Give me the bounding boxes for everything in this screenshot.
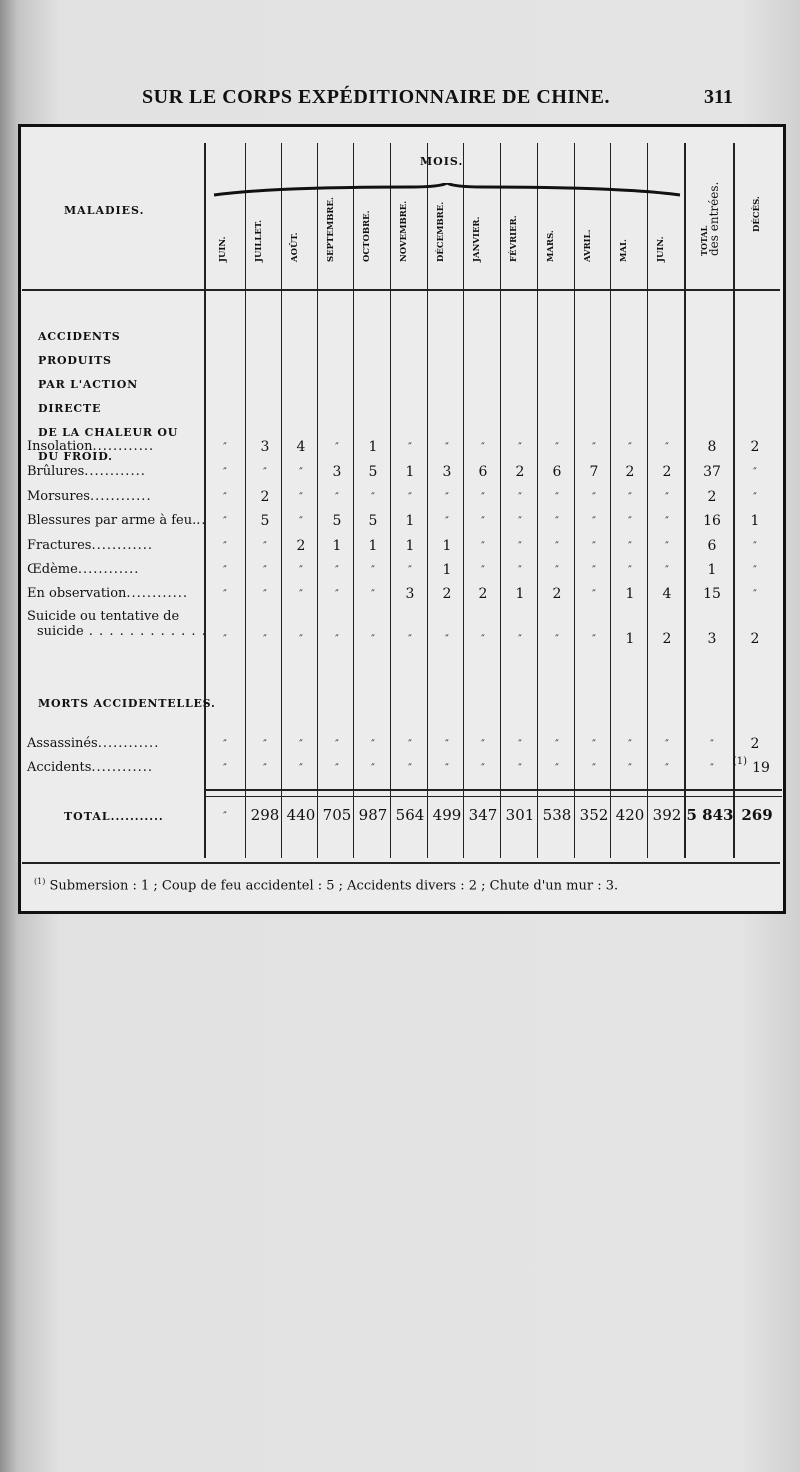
row-label: [27, 562, 139, 577]
total-entries-cell: 1: [707, 562, 717, 578]
deces-note-marker: (1): [732, 756, 748, 767]
table-cell: ″: [445, 763, 449, 774]
grand-total-cell: 5 843: [686, 806, 734, 824]
table-cell: ″: [335, 763, 339, 774]
table-cell: 2: [478, 586, 488, 602]
table-cell: 2: [442, 586, 452, 602]
table-cell: ″: [445, 492, 449, 503]
mois-header: MOIS.: [420, 155, 464, 168]
month-header: SEPTEMBRE.: [326, 197, 336, 262]
total-cell: 301: [505, 806, 535, 824]
row-label-text: suicide: [37, 624, 84, 639]
table-cell: ″: [223, 739, 227, 750]
table-cell: ″: [481, 541, 485, 552]
total-header-label: TOTAL: [699, 225, 709, 256]
table-cell: ″: [335, 589, 339, 600]
total-cell: 499: [432, 806, 462, 824]
column-rule: [204, 143, 206, 858]
table-cell: 1: [368, 439, 378, 455]
table-cell: ″: [223, 634, 227, 645]
table-cell: ″: [371, 492, 375, 503]
total-label-text: TOTAL: [64, 810, 111, 823]
table-cell: ″: [263, 541, 267, 552]
total-cell: 440: [286, 806, 316, 824]
total-entries-cell: 2: [707, 489, 717, 505]
deces-cell: 19: [752, 760, 770, 776]
table-cell: ″: [335, 739, 339, 750]
row-label-text: Œdème: [27, 562, 78, 577]
table-cell: ″: [263, 565, 267, 576]
table-cell: 2: [296, 538, 306, 554]
total-entries-cell: 15: [703, 586, 721, 602]
table-cell: ″: [408, 442, 412, 453]
table-cell: ″: [555, 541, 559, 552]
table-cell: ″: [408, 763, 412, 774]
total-entries-cell: 16: [703, 513, 721, 529]
table-cell: 1: [515, 586, 525, 602]
row-label: [27, 513, 207, 528]
table-cell: ″: [445, 442, 449, 453]
table-cell: ″: [371, 763, 375, 774]
table-cell: ″: [445, 739, 449, 750]
table-cell: ″: [335, 634, 339, 645]
footnote-rule: [22, 862, 780, 864]
table-cell: ″: [223, 442, 227, 453]
table-cell: ″: [408, 739, 412, 750]
month-header: JANVIER.: [472, 216, 482, 262]
table-cell: ″: [263, 739, 267, 750]
leader-dots: ............: [84, 464, 146, 479]
table-cell: ″: [299, 763, 303, 774]
table-cell: ″: [335, 442, 339, 453]
row-label-text: En observation: [27, 586, 127, 601]
table-cell: ″: [223, 467, 227, 478]
table-cell: ″: [592, 516, 596, 527]
table-cell: ″: [592, 541, 596, 552]
table-cell: ″: [335, 565, 339, 576]
table-cell: ″: [408, 565, 412, 576]
month-header: MAI.: [619, 239, 629, 262]
total-cell: 538: [542, 806, 572, 824]
table-cell: ″: [518, 442, 522, 453]
table-cell: ″: [408, 492, 412, 503]
table-cell: ″: [263, 634, 267, 645]
total-cell: 392: [652, 806, 682, 824]
table-cell: ″: [555, 516, 559, 527]
table-cell: ″: [263, 763, 267, 774]
row-label: [27, 464, 146, 479]
table-cell: ″: [371, 565, 375, 576]
table-cell: 6: [552, 464, 562, 480]
table-cell: 2: [625, 464, 635, 480]
table-cell: ″: [518, 634, 522, 645]
leader-dots: ..: [196, 513, 207, 528]
table-cell: ″: [223, 589, 227, 600]
row-label-text: Assassinés: [27, 736, 98, 751]
month-header: AOÛT.: [290, 232, 300, 262]
entries-header-label: des entrées.: [707, 181, 721, 256]
table-cell: ″: [335, 492, 339, 503]
total-entries-cell: 37: [703, 464, 721, 480]
row-label: [27, 538, 153, 553]
table-cell: 5: [332, 513, 342, 529]
deces-cell: 2: [750, 439, 760, 455]
table-cell: ″: [592, 634, 596, 645]
table-cell: ″: [665, 442, 669, 453]
leader-dots: ...........: [110, 810, 164, 823]
page-number: 311: [704, 86, 733, 108]
month-header: JUILLET.: [254, 219, 264, 262]
deces-cell: ″: [753, 589, 757, 600]
section-line: DU FROID.: [38, 450, 113, 463]
table-cell: ″: [299, 589, 303, 600]
total-row-label: [64, 810, 164, 823]
table-cell: ″: [592, 492, 596, 503]
table-cell: 1: [405, 538, 415, 554]
table-cell: 2: [662, 631, 672, 647]
total-cell: 420: [615, 806, 645, 824]
table-cell: ″: [481, 516, 485, 527]
table-cell: ″: [371, 739, 375, 750]
table-cell: ″: [592, 739, 596, 750]
total-cell: 352: [579, 806, 609, 824]
table-cell: 3: [260, 439, 270, 455]
table-cell: ″: [299, 634, 303, 645]
table-cell: ″: [223, 492, 227, 503]
table-cell: ″: [518, 516, 522, 527]
table-cell: ″: [628, 739, 632, 750]
table-cell: ″: [628, 565, 632, 576]
table-cell: ″: [481, 492, 485, 503]
total-entries-cell: ″: [710, 763, 714, 774]
table-cell: ″: [299, 492, 303, 503]
total-cell: 298: [250, 806, 280, 824]
month-header: DÉCEMBRE.: [436, 201, 446, 262]
row-label: [27, 586, 188, 601]
table-cell: 1: [625, 586, 635, 602]
header-rule: [22, 289, 780, 291]
table-cell: 5: [260, 513, 270, 529]
leader-dots: . . . . . . . . . . . .: [83, 624, 207, 639]
table-cell: 1: [332, 538, 342, 554]
table-cell: 4: [296, 439, 306, 455]
deces-cell: 1: [750, 513, 760, 529]
month-header: NOVEMBRE.: [399, 200, 409, 262]
table-cell: ″: [481, 739, 485, 750]
row-label: [27, 609, 207, 639]
table-cell: 5: [368, 464, 378, 480]
footnote: [34, 877, 618, 893]
section-line: DE LA CHALEUR OU: [38, 426, 179, 439]
row-label-text: Blessures par arme à feu.: [27, 513, 197, 528]
month-header: JUIN.: [218, 236, 228, 262]
table-cell: 7: [589, 464, 599, 480]
table-cell: ″: [263, 467, 267, 478]
table-cell: ″: [665, 763, 669, 774]
total-entries-cell: ″: [710, 739, 714, 750]
mois-brace: [212, 183, 682, 199]
total-entries-cell: 6: [707, 538, 717, 554]
leader-dots: ............: [77, 562, 140, 577]
table-cell: 1: [405, 513, 415, 529]
table-cell: ″: [555, 492, 559, 503]
table-cell: ″: [592, 565, 596, 576]
table-cell: ″: [518, 565, 522, 576]
table-cell: ″: [371, 634, 375, 645]
row-label-text: Suicide ou tentative de: [27, 609, 180, 624]
table-cell: ″: [555, 739, 559, 750]
deces-cell: ″: [753, 565, 757, 576]
month-header: AVRIL.: [583, 229, 593, 262]
table-cell: ″: [665, 492, 669, 503]
leader-dots: ............: [91, 760, 153, 775]
table-cell: ″: [263, 589, 267, 600]
table-cell: 1: [368, 538, 378, 554]
table-cell: ″: [481, 565, 485, 576]
footnote-text: Submersion : 1 ; Coup de feu accidentel : 5 ; Accidents divers : 2 ; Chute d'un mur : 3.: [49, 878, 619, 894]
column-rule: [245, 143, 246, 858]
row-label: [27, 439, 154, 454]
table-cell: ″: [445, 516, 449, 527]
table-cell: 6: [478, 464, 488, 480]
table-cell: ″: [481, 634, 485, 645]
table-cell: ″: [628, 442, 632, 453]
row-label-text: Fractures: [27, 538, 92, 553]
total-rule: [204, 789, 782, 791]
row-label: [27, 760, 153, 775]
table-cell: 1: [442, 562, 452, 578]
deces-cell: ″: [753, 541, 757, 552]
table-cell: ″: [555, 442, 559, 453]
total-cell: 987: [358, 806, 388, 824]
table-cell: ″: [628, 763, 632, 774]
table-cell: ″: [555, 565, 559, 576]
row-label-text: Accidents: [27, 760, 92, 775]
table-cell: 1: [442, 538, 452, 554]
footnote-marker: (1): [34, 877, 46, 886]
section-line: MORTS ACCIDENTELLES.: [38, 697, 216, 710]
table-cell: 1: [405, 464, 415, 480]
total-cell: 347: [468, 806, 498, 824]
row-label-text: Insolation: [27, 439, 93, 454]
maladies-header: MALADIES.: [64, 204, 145, 217]
total-rule: [204, 796, 782, 797]
table-cell: 2: [662, 464, 672, 480]
table-cell: ″: [665, 565, 669, 576]
section-title-accidental-deaths: [38, 692, 216, 716]
table-cell: ″: [445, 634, 449, 645]
month-header: JUIN.: [656, 236, 666, 262]
deces-cell: 2: [750, 736, 760, 752]
total-cell: 564: [395, 806, 425, 824]
row-label: [27, 736, 159, 751]
table-cell: ″: [518, 492, 522, 503]
table-cell: ″: [592, 589, 596, 600]
table-cell: ″: [665, 541, 669, 552]
leader-dots: ............: [89, 489, 152, 504]
table-cell: 5: [368, 513, 378, 529]
table-cell: ″: [371, 589, 375, 600]
table-cell: ″: [628, 516, 632, 527]
table-cell: ″: [481, 442, 485, 453]
table-cell: 2: [515, 464, 525, 480]
month-header: FÉVRIER.: [509, 215, 519, 262]
month-header: OCTOBRE.: [362, 210, 372, 262]
table-cell: ″: [408, 634, 412, 645]
table-cell: ″: [299, 467, 303, 478]
table-cell: ″: [628, 492, 632, 503]
table-cell: 2: [260, 489, 270, 505]
table-cell: ″: [592, 442, 596, 453]
table-cell: ″: [299, 565, 303, 576]
deces-total-cell: 269: [741, 806, 773, 824]
table-cell: ″: [665, 739, 669, 750]
table-cell: 3: [442, 464, 452, 480]
leader-dots: ............: [91, 538, 154, 553]
table-cell: ″: [223, 516, 227, 527]
table-cell: 4: [662, 586, 672, 602]
row-label: [27, 489, 152, 504]
table-cell: ″: [592, 763, 596, 774]
table-cell: ″: [481, 763, 485, 774]
total-entries-cell: 3: [707, 631, 717, 647]
table-cell: 2: [552, 586, 562, 602]
table-cell: ″: [518, 739, 522, 750]
table-cell: ″: [299, 739, 303, 750]
table-cell: 3: [405, 586, 415, 602]
table-cell: ″: [665, 516, 669, 527]
section-line: ACCIDENTS PRODUITS: [38, 330, 121, 367]
running-head: SUR LE CORPS EXPÉDITIONNAIRE DE CHINE.: [142, 86, 610, 108]
table-cell: 1: [625, 631, 635, 647]
table-cell: ″: [555, 763, 559, 774]
table-cell: ″: [223, 541, 227, 552]
table-cell: ″: [299, 516, 303, 527]
total-entries-cell: 8: [707, 439, 717, 455]
table-cell: ″: [223, 763, 227, 774]
deces-cell: ″: [753, 467, 757, 478]
table-cell: ″: [555, 634, 559, 645]
total-cell: ″: [223, 811, 227, 822]
table-cell: ″: [518, 763, 522, 774]
leader-dots: ............: [126, 586, 188, 601]
table-cell: ″: [628, 541, 632, 552]
leader-dots: ............: [97, 736, 160, 751]
column-rule: [733, 143, 735, 858]
table-cell: ″: [223, 565, 227, 576]
total-cell: 705: [322, 806, 352, 824]
deces-header: DÉCÈS.: [752, 196, 762, 232]
month-header: MARS.: [546, 230, 556, 262]
row-label-text: Brûlures: [27, 464, 85, 479]
section-line: PAR L'ACTION DIRECTE: [38, 378, 138, 415]
row-label-text: Morsures: [27, 489, 90, 504]
table-cell: ″: [518, 541, 522, 552]
table-cell: 3: [332, 464, 342, 480]
deces-cell: 2: [750, 631, 760, 647]
leader-dots: ............: [92, 439, 155, 454]
total-entries-header: [699, 182, 721, 256]
deces-cell: ″: [753, 492, 757, 503]
